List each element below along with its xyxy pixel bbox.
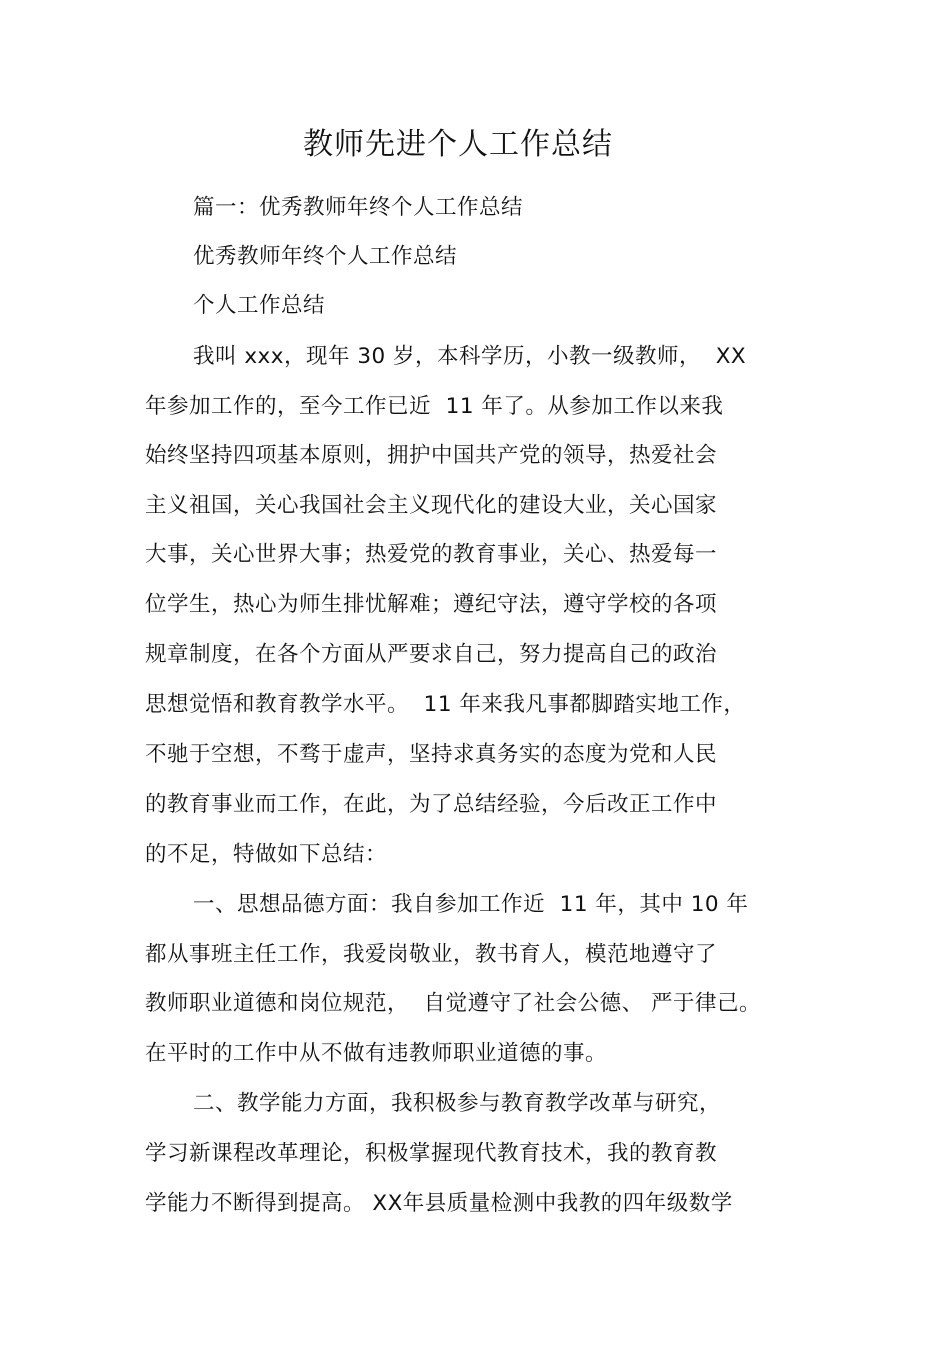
document-title: 教师先进个人工作总结 [303,127,613,162]
text-line: 主义祖国，关心我国社会主义现代化的建设大业，关心国家 [145,493,718,518]
paragraph-start-line: 我叫 xxx，现年 30 岁，本科学历，小教一级教师， XX [193,344,747,369]
text-line: 篇一：优秀教师年终个人工作总结 [193,195,524,220]
text-line: 不驰于空想，不骛于虚声，坚持求真务实的态度为党和人民 [145,742,718,767]
paragraph-start-line: 二、教学能力方面，我积极参与教育教学改革与研究， [193,1091,722,1116]
text-line: 教师职业道德和岗位规范， 自觉遵守了社会公德、 严于律己。 [145,991,762,1016]
paragraph-start-line: 一、思想品德方面：我自参加工作近 11 年，其中 10 年 [193,892,749,917]
text-line: 思想觉悟和教育教学水平。 11 年来我凡事都脚踏实地工作， [145,692,746,717]
text-line: 学习新课程改革理论，积极掌握现代教育技术，我的教育教 [145,1141,718,1166]
text-line: 学能力不断得到提高。 XX年县质量检测中我教的四年级数学 [145,1191,733,1216]
text-line: 始终坚持四项基本原则，拥护中国共产党的领导，热爱社会 [145,443,718,468]
text-line: 大事，关心世界大事；热爱党的教育事业，关心、热爱每一 [145,542,718,567]
text-line: 规章制度，在各个方面从严要求自己，努力提高自己的政治 [145,642,718,667]
text-line: 位学生，热心为师生排忧解难；遵纪守法，遵守学校的各项 [145,592,718,617]
text-line: 优秀教师年终个人工作总结 [193,244,458,269]
text-line: 个人工作总结 [193,293,326,318]
text-line: 在平时的工作中从不做有违教师职业道德的事。 [145,1041,608,1066]
text-line: 年参加工作的，至今工作已近 11 年了。从参加工作以来我 [145,394,724,419]
text-line: 的教育事业而工作，在此，为了总结经验，今后改正工作中 [145,792,718,817]
text-line: 都从事班主任工作，我爱岗敬业，教书育人，模范地遵守了 [145,942,718,967]
text-line: 的不足，特做如下总结： [145,842,388,867]
